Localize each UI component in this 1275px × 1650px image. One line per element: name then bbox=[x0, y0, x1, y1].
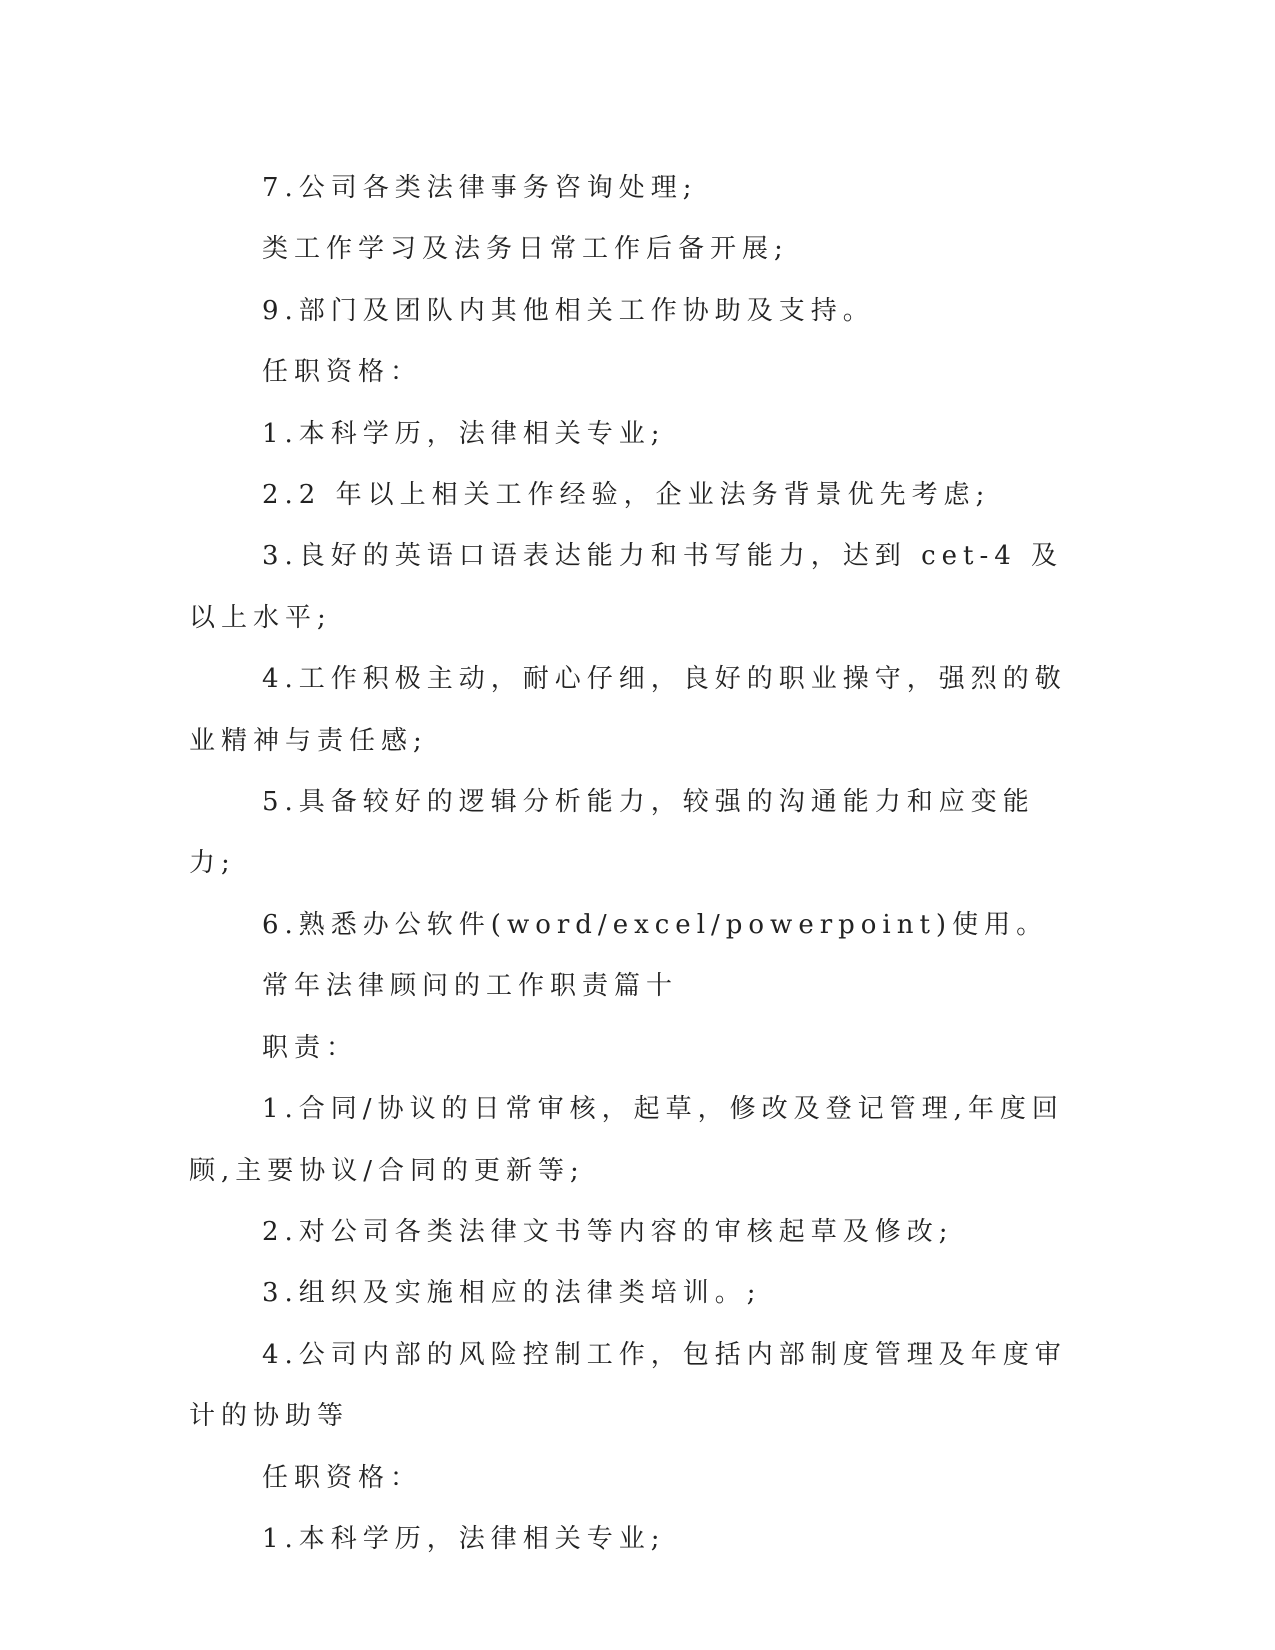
paragraph: 7.公司各类法律事务咨询处理; bbox=[262, 173, 698, 203]
paragraph: 3.良好的英语口语表达能力和书写能力，达到 cet-4 及以上水平; bbox=[189, 541, 1064, 633]
paragraph: 1.合同/协议的日常审核，起草，修改及登记管理,年度回顾,主要协议/合同的更新等; bbox=[189, 1094, 1064, 1186]
paragraph: 4.公司内部的风险控制工作，包括内部制度管理及年度审计的协助等 bbox=[189, 1339, 1067, 1432]
section-heading: 职责： bbox=[262, 1032, 359, 1063]
paragraph: 3.组织及实施相应的法律类培训。; bbox=[262, 1278, 762, 1309]
paragraph: 类工作学习及法务日常工作后备开展; bbox=[262, 234, 789, 265]
paragraph: 1.本科学历，法律相关专业; bbox=[262, 418, 666, 449]
document-body bbox=[189, 158, 1069, 1570]
paragraph: 9.部门及团队内其他相关工作协助及支持。 bbox=[262, 295, 875, 326]
paragraph: 6.熟悉办公软件(word/excel/powerpoint)使用。 bbox=[262, 909, 1049, 940]
section-heading: 任职资格： bbox=[262, 1462, 423, 1493]
paragraph: 1.本科学历，法律相关专业; bbox=[262, 1523, 666, 1554]
section-title: 常年法律顾问的工作职责篇十 bbox=[262, 971, 679, 1002]
paragraph: 5.具备较好的逻辑分析能力，较强的沟通能力和应变能力; bbox=[189, 787, 1035, 879]
paragraph: 2.2 年以上相关工作经验，企业法务背景优先考虑; bbox=[262, 480, 991, 511]
section-heading: 任职资格： bbox=[262, 357, 423, 388]
paragraph: 4.工作积极主动，耐心仔细，良好的职业操守，强烈的敬业精神与责任感; bbox=[189, 664, 1067, 756]
paragraph: 2.对公司各类法律文书等内容的审核起草及修改; bbox=[262, 1216, 954, 1247]
